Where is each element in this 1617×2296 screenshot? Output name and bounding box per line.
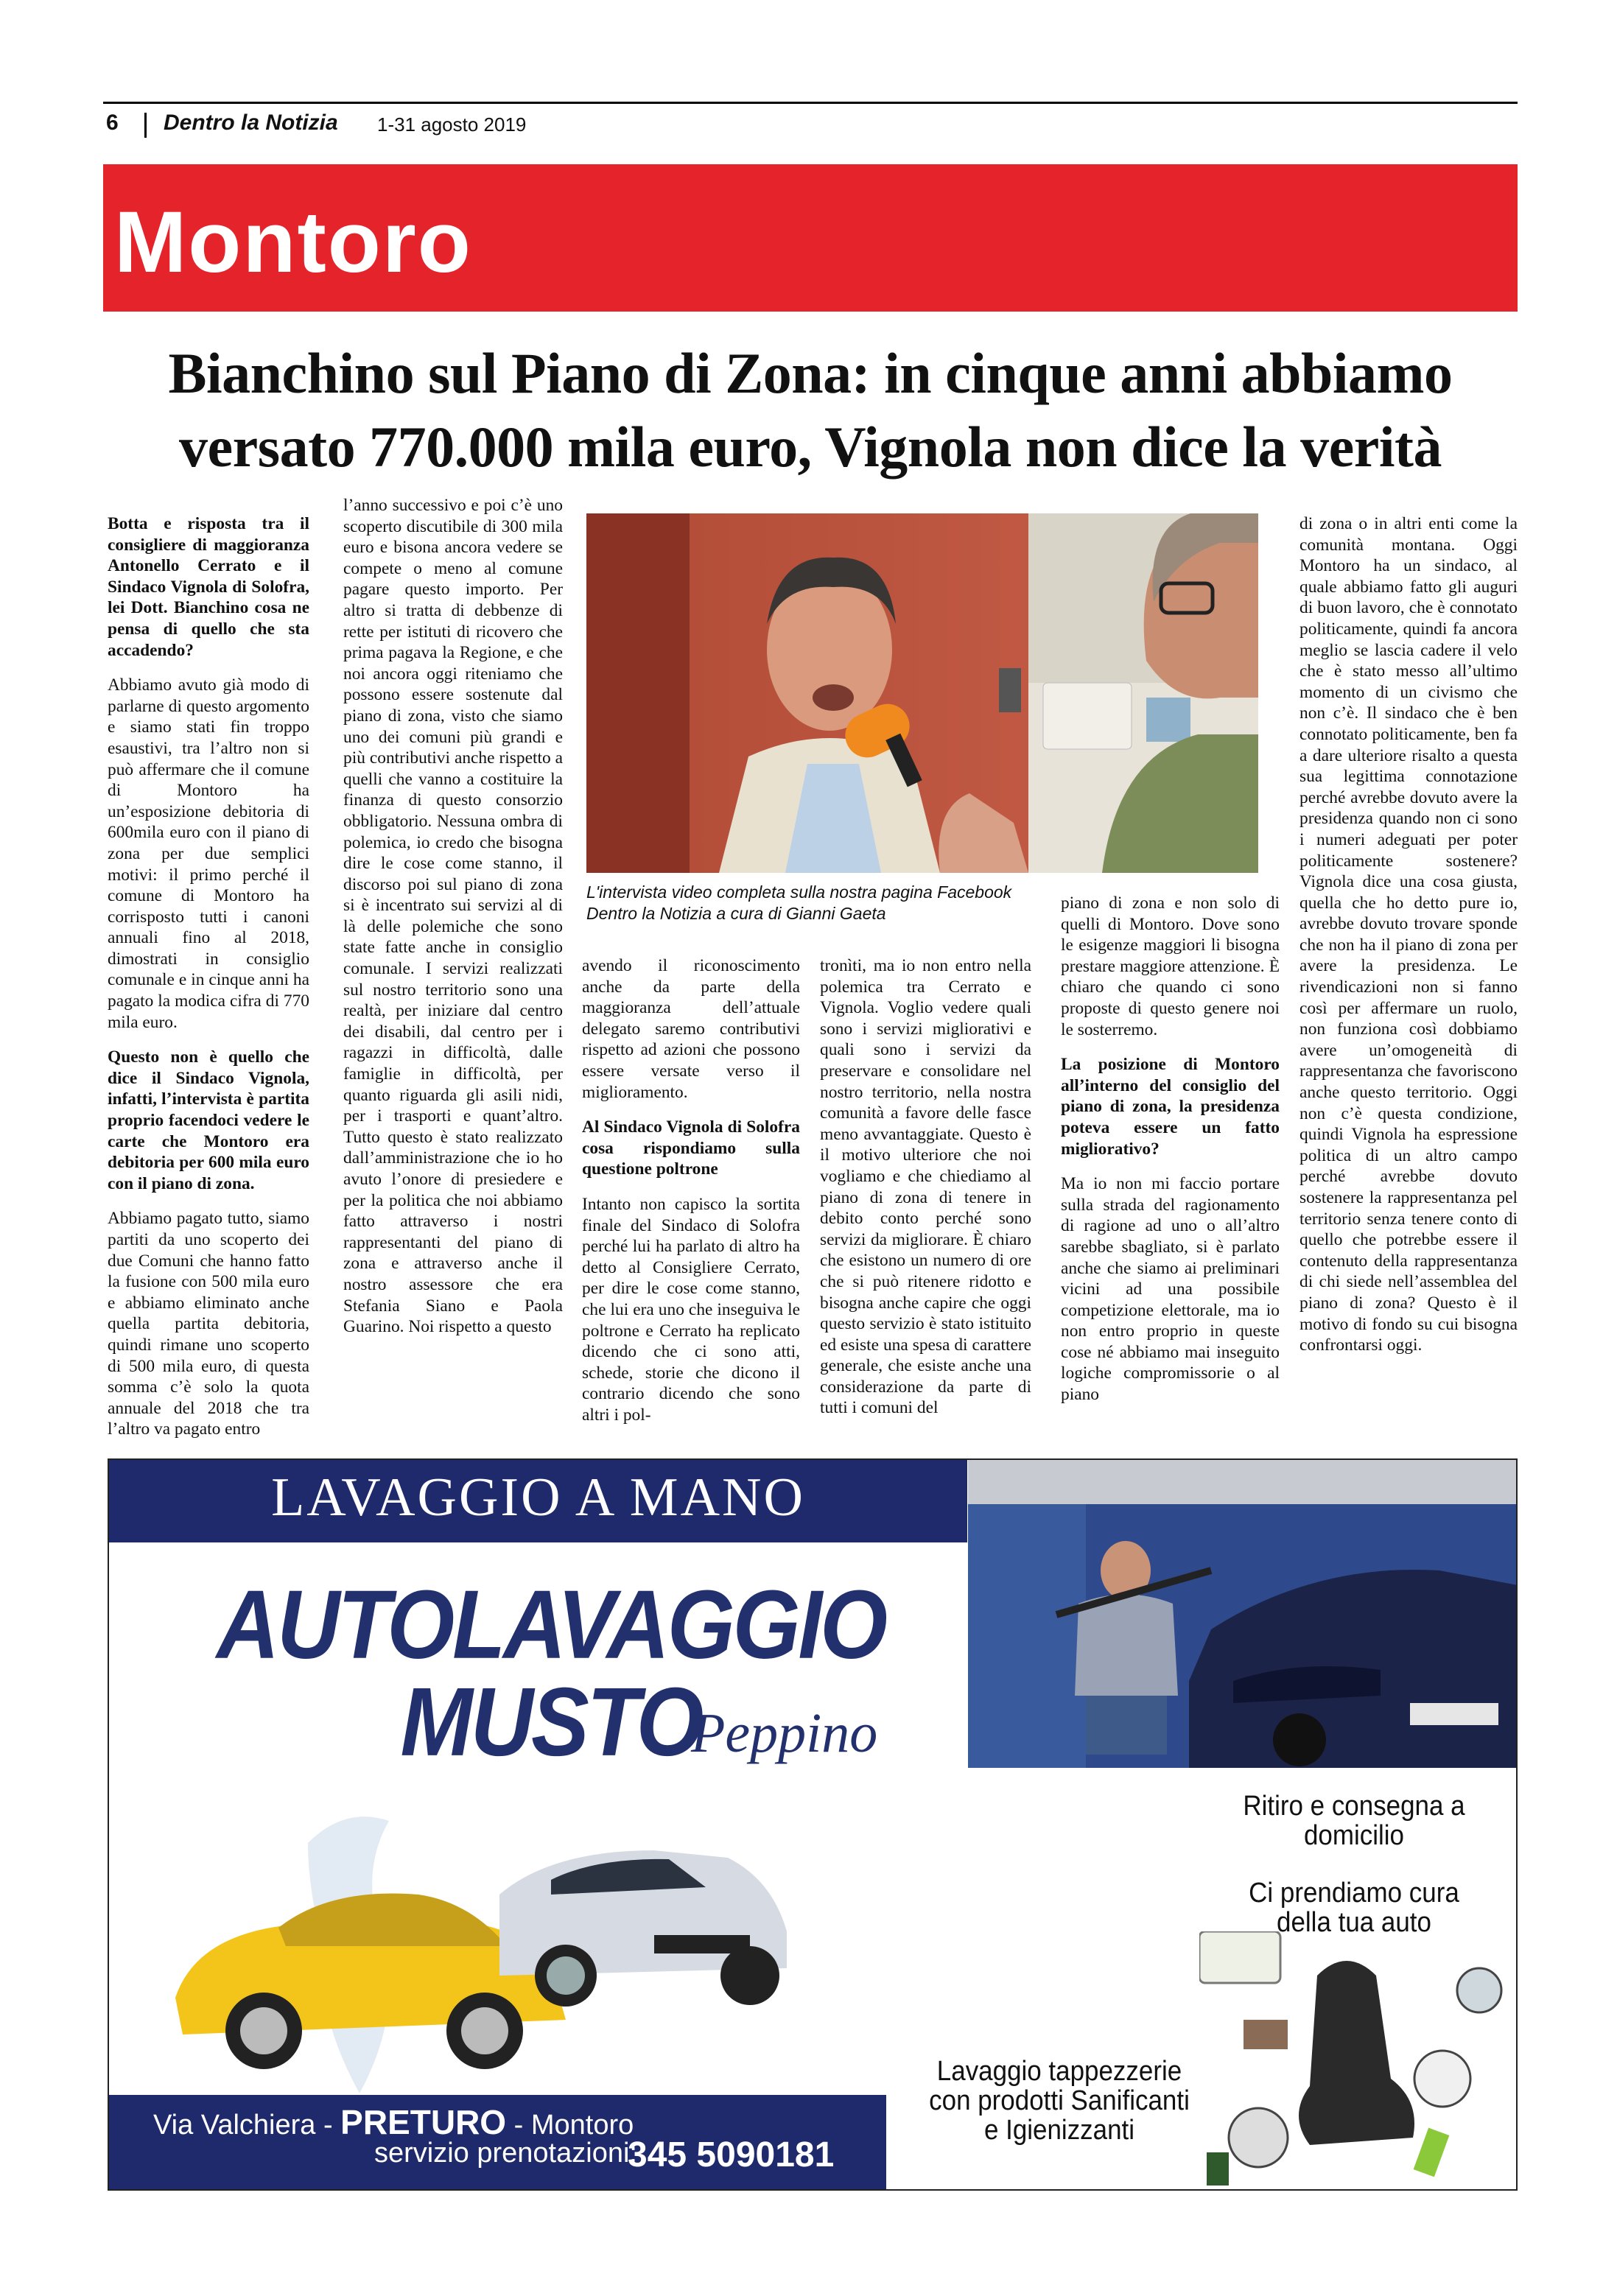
headline-line-2: versato 770.000 mila euro, Vignola non dice la verità (179, 415, 1442, 479)
article-column-2 (343, 495, 563, 1352)
article-column-5 (1061, 893, 1280, 1419)
article-column-6 (1299, 513, 1518, 1370)
ad-cars-illustration (138, 1777, 802, 2101)
article-column-1 (108, 513, 309, 1454)
article-paragraph: piano di zona e non solo di quelli di Montoro. Dove sono le esigenze maggiori li bisogna prestare maggiore attenzione. È chiaro che quando ci sono proposte di questo genere noi le sosterremo. (1061, 894, 1280, 1039)
article-paragraph: di zona o in altri enti come la comunità montana. Oggi Montoro ha un sindaco, al quale abbiamo fatto gli auguri di buon lavoro, che è connotato politicamente, quindi fa ancora meglio se lascia cadere il velo che è stato messo all’ultimo momento di un civismo che non c’è. Il sindaco che è ben connotato politicamente, ben fa a dare ulteriore risalto a questa sua legittima connotazione perché avrebbe dovuto avere la presidenza quando non ci sono i numeri adeguati per poter politicamente sostenere? Vignola dice una cosa giusta, quella che ho detto pure io, avrebbe dovuto trovare sponde che non ha il piano di zona per avere la presidenza. Le rivendicazioni non si fanno così per affermare un ruolo, non funziona così dobbiamo avere un’omogeneità di rappresentanza che favoriscono anche questo territorio. Oggi non c’è questa condizione, quindi Vignola ha espressione politica di un altro campo perché avrebbe dovuto sostenere la rappresentanza pel territorio senza tenere conto di quello che potrebbe essere il contenuto della rappresentanza di chi siede nell’assemblea del piano di zona? Questo è il motivo di fondo su cui bisogna confrontarsi oggi. (1299, 514, 1518, 1355)
article-column-4 (820, 955, 1031, 1433)
header-rule (103, 102, 1518, 104)
issue-date: 1-31 agosto 2019 (377, 113, 527, 136)
address-prefix: Via Valchiera - (153, 2110, 341, 2141)
carwash-photo-illustration (968, 1460, 1518, 1768)
article-question: Al Sindaco Vignola di Solofra cosa rispondiamo sulla questione poltrone (582, 1117, 800, 1179)
page-number: 6 (106, 110, 119, 135)
interview-photo (586, 513, 1258, 873)
address-suffix: - Montoro (506, 2110, 634, 2141)
service-car-care: Ci prendiamo cura della tua auto (1249, 1878, 1459, 1938)
address-town: PRETURO (340, 2103, 507, 2141)
article-paragraph: tronìti, ma io non entro nella polemica tra Cerrato e Vignola. Voglio vedere quali sono i servizi migliorativi e quali sono i servizi da preservare e consolidare nel nostro territorio, nella nostra comunità a favore delle fasce meno avvantaggiate. Questo è il motivo ulteriore che noi vogliamo e che chiediamo al piano di zona di tenere in debito conto perché sono servizi da migliorare. È chiaro che esistono un numero di ore che si può ritenere ridotto e bisogna anche capire che oggi questo servizio è stato istituito ed esiste una spesa di carattere generale, che esiste anche una considerazione da parte di tutti i comuni del (820, 956, 1031, 1418)
interview-photo-illustration (586, 513, 1258, 873)
article-paragraph: avendo il riconoscimento anche da parte della maggioranza dell’attuale delegato saremo contributivi rispetto ad azioni che possono essere versate verso il miglioramento. (582, 956, 800, 1102)
ad-phone-number: 345 5090181 (628, 2135, 835, 2174)
ad-owner-name: Peppino (691, 1702, 878, 1764)
service-upholstery: Lavaggio tappezzerie con prodotti Sanificanti e Igienizzanti (929, 2056, 1190, 2146)
ad-business-name: AUTOLAVAGGIO MUSTO (217, 1570, 885, 1777)
article-question: Botta e risposta tra il consigliere di maggioranza Antonello Cerrato e il Sindaco Vignola di Solofra, lei Dott. Bianchino cosa ne pensa di quello che sta accadendo? (108, 514, 309, 660)
article-paragraph: Abbiamo pagato tutto, siamo partiti da uno scoperto dei due Comuni che hanno fatto la fusione con 500 mila euro e abbiamo eliminato anche quella partita debitoria, quindi rimane uno scoperto di 500 mila euro, di questa somma c’è solo la quota annuale del 2018 che tra l’altro va pagato entro (108, 1209, 309, 1439)
article-paragraph: Intanto non capisco la sortita finale del Sindaco di Solofra perché lui ha parlato di altro ha detto al Consigliere Cerrato, per dire le cose come stanno, che lui era uno che inseguiva le poltrone e Cerrato ha replicato dicendo che ci sono atti, schede, storie che dicono il contrario dicendo che sono altri i pol- (582, 1194, 800, 1425)
article-question: Questo non è quello che dice il Sindaco Vignola, infatti, l’intervista è partita proprio facendoci vedere le carte che Montoro era debitoria per 600 mila euro con il piano di zona. (108, 1047, 309, 1193)
article-paragraph: Ma io non mi faccio portare sulla strada del ragionamento di ragione ad uno o all’altro sarebbe sbagliato, si è parlato anche che siamo ai preliminari vicini ad una possibile competizione elettorale, ma io non entro proprio in queste cose né abbiamo mai inseguito logiche compromissorie o al piano (1061, 1174, 1280, 1405)
publication-name: Dentro la Notizia (164, 110, 338, 135)
ad-band-text: LAVAGGIO A MANO (271, 1467, 805, 1528)
headline-line-1: Bianchino sul Piano di Zona: in cinque anni abbiamo (168, 341, 1453, 405)
article-column-3 (582, 955, 800, 1439)
header-separator (144, 113, 147, 138)
article-paragraph: l’anno successivo e poi c’è uno scoperto discutibile di 300 mila euro e bisona ancora vedere se compete o meno al comune pagare questo importo. Per altro si tratta di debbenze di rette per istituti di ricovero che prima pagava la Regione, e che noi ancora oggi riteniamo che possono essere sostenute dal piano di zona, visto che siamo uno dei comuni più grandi e più contributivi anche rispetto a quelli che vanno a costituire la finanza di questo consorzio obbligatorio. Nessuna ombra di polemica, io credo che bisogna dire le cose come stanno, il discorso poi sul piano di zona si è incentrato sui servizi al di là delle polemiche che sono state fatte anche in consiglio comunale. I servizi realizzati sul nostro territorio sono una realtà, per iniziare dal centro dei disabili, dal centro per i ragazzi in difficoltà, dalle famiglie in difficoltà, per quanto riguarda gli asili nidi, per i trasporti e quant’altro. Tutto questo è stato realizzato dall’amministrazione che io ho avuto l’onore di presiedere e per la politica che noi abbiamo fatto attraverso i nostri rappresentanti del piano di zona e attraverso anche il nostro assessore che era Stefania Siano e Paola Guarino. Noi rispetto a questo (343, 496, 563, 1337)
advertisement (108, 1458, 1518, 2191)
ad-address (153, 2102, 634, 2142)
ad-carwash-photo (968, 1460, 1518, 1768)
article-paragraph: Abbiamo avuto già modo di parlarne di questo argomento e siamo stati fin troppo esaustivi, tra l’altro non si può affermare che il comune di Montoro ha un’esposizione debitoria di 600mila euro con il piano di zona per due semplici motivi: il primo perché il comune di Montoro ha corrisposto tutti i canoni annuali fino al 2018, dimostrati in consiglio comunale e in cinque anni ha pagato la modica cifra di 770 mila euro. (108, 675, 309, 1032)
photo-caption: L'intervista video completa sulla nostra pagina Facebook Dentro la Notizia a cura di Gianni Gaeta (586, 882, 1012, 923)
service-pickup-delivery: Ritiro e consegna a domicilio (1243, 1791, 1465, 1851)
section-title: Montoro (114, 194, 472, 291)
ad-booking-label: servizio prenotazioni: (374, 2138, 637, 2169)
article-question: La posizione di Montoro all’interno del consiglio del piano di zona, la presidenza poteva essere un fatto migliorativo? (1061, 1055, 1280, 1159)
car-seat-illustration (1199, 1931, 1509, 2189)
